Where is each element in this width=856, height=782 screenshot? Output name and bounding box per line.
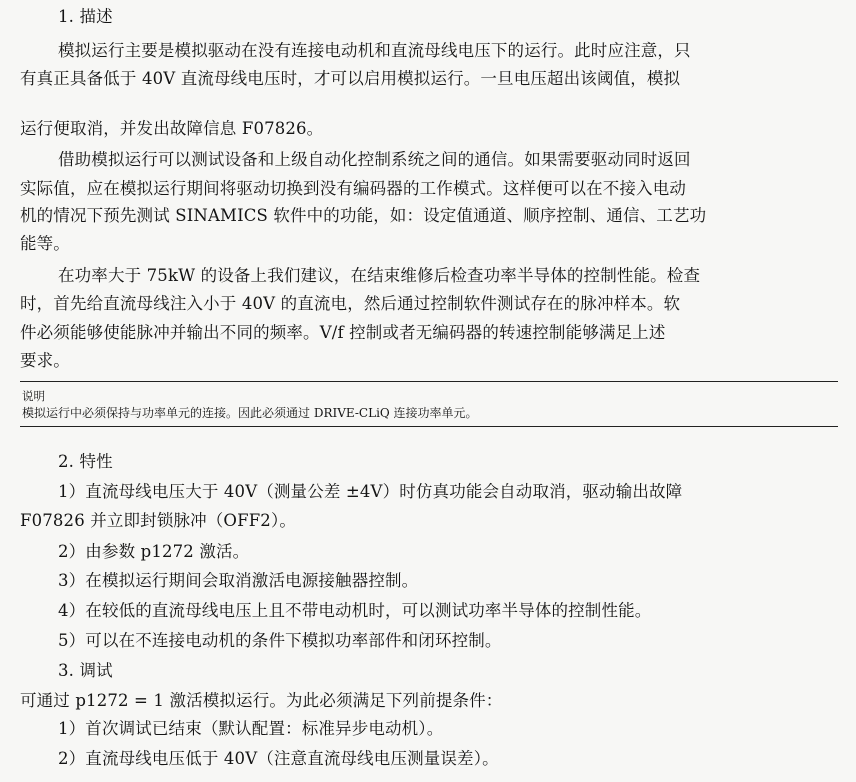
section-heading-commissioning: 3. 调试 [58,661,113,680]
list-item: 4）在较低的直流母线电压上且不带电动机时，可以测试功率半导体的控制性能。 [58,601,652,620]
note-text: 模拟运行中必须保持与功率单元的连接。因此必须通过 DRIVE-CLiQ 连接功率单元。 [22,406,478,420]
section-heading-features: 2. 特性 [58,452,113,471]
paragraph-line: 机的情况下预先测试 SINAMICS 软件中的功能，如：设定值通道、顺序控制、通信、工艺功 [20,206,707,225]
list-item: 1）直流母线电压大于 40V（测量公差 ±4V）时仿真功能会自动取消，驱动输出故障 [58,482,683,501]
paragraph-line: 运行便取消，并发出故障信息 F07826。 [20,119,324,138]
paragraph-line: 件必须能够使能脉冲并输出不同的频率。V/f 控制或者无编码器的转速控制能够满足上述 [20,323,666,342]
paragraph-line: 要求。 [20,351,70,370]
note-label: 说明 [22,389,45,403]
note-bottom-rule [20,426,838,427]
paragraph-line: 在功率大于 75kW 的设备上我们建议，在结束维修后检查功率半导体的控制性能。检查 [58,266,701,285]
paragraph-line: 实际值，应在模拟运行期间将驱动切换到没有编码器的工作模式。这样便可以在不接入电动 [20,179,686,198]
section-heading-description: 1. 描述 [58,7,113,26]
paragraph-line: 模拟运行主要是模拟驱动在没有连接电动机和直流母线电压下的运行。此时应注意，只 [58,41,691,60]
list-item: 2）由参数 p1272 激活。 [58,542,250,561]
note-top-rule [20,381,838,382]
list-item-continuation: F07826 并立即封锁脉冲（OFF2）。 [20,511,297,530]
list-item: 5）可以在不连接电动机的条件下模拟功率部件和闭环控制。 [58,631,502,650]
paragraph-line: 可通过 p1272 = 1 激活模拟运行。为此必须满足下列前提条件： [20,691,503,710]
list-item: 3）在模拟运行期间会取消激活电源接触器控制。 [58,571,419,590]
paragraph-line: 有真正具备低于 40V 直流母线电压时，才可以启用模拟运行。一旦电压超出该阈值，模拟 [20,69,681,88]
paragraph-line: 时，首先给直流母线注入小于 40V 的直流电，然后通过控制软件测试存在的脉冲样本。软 [20,294,681,313]
paragraph-line: 借助模拟运行可以测试设备和上级自动化控制系统之间的通信。如果需要驱动同时返回 [58,150,691,169]
paragraph-line: 能等。 [20,234,70,253]
list-item: 2）直流母线电压低于 40V（注意直流母线电压测量误差）。 [58,749,499,768]
list-item: 1）首次调试已结束（默认配置：标准异步电动机）。 [58,719,444,738]
